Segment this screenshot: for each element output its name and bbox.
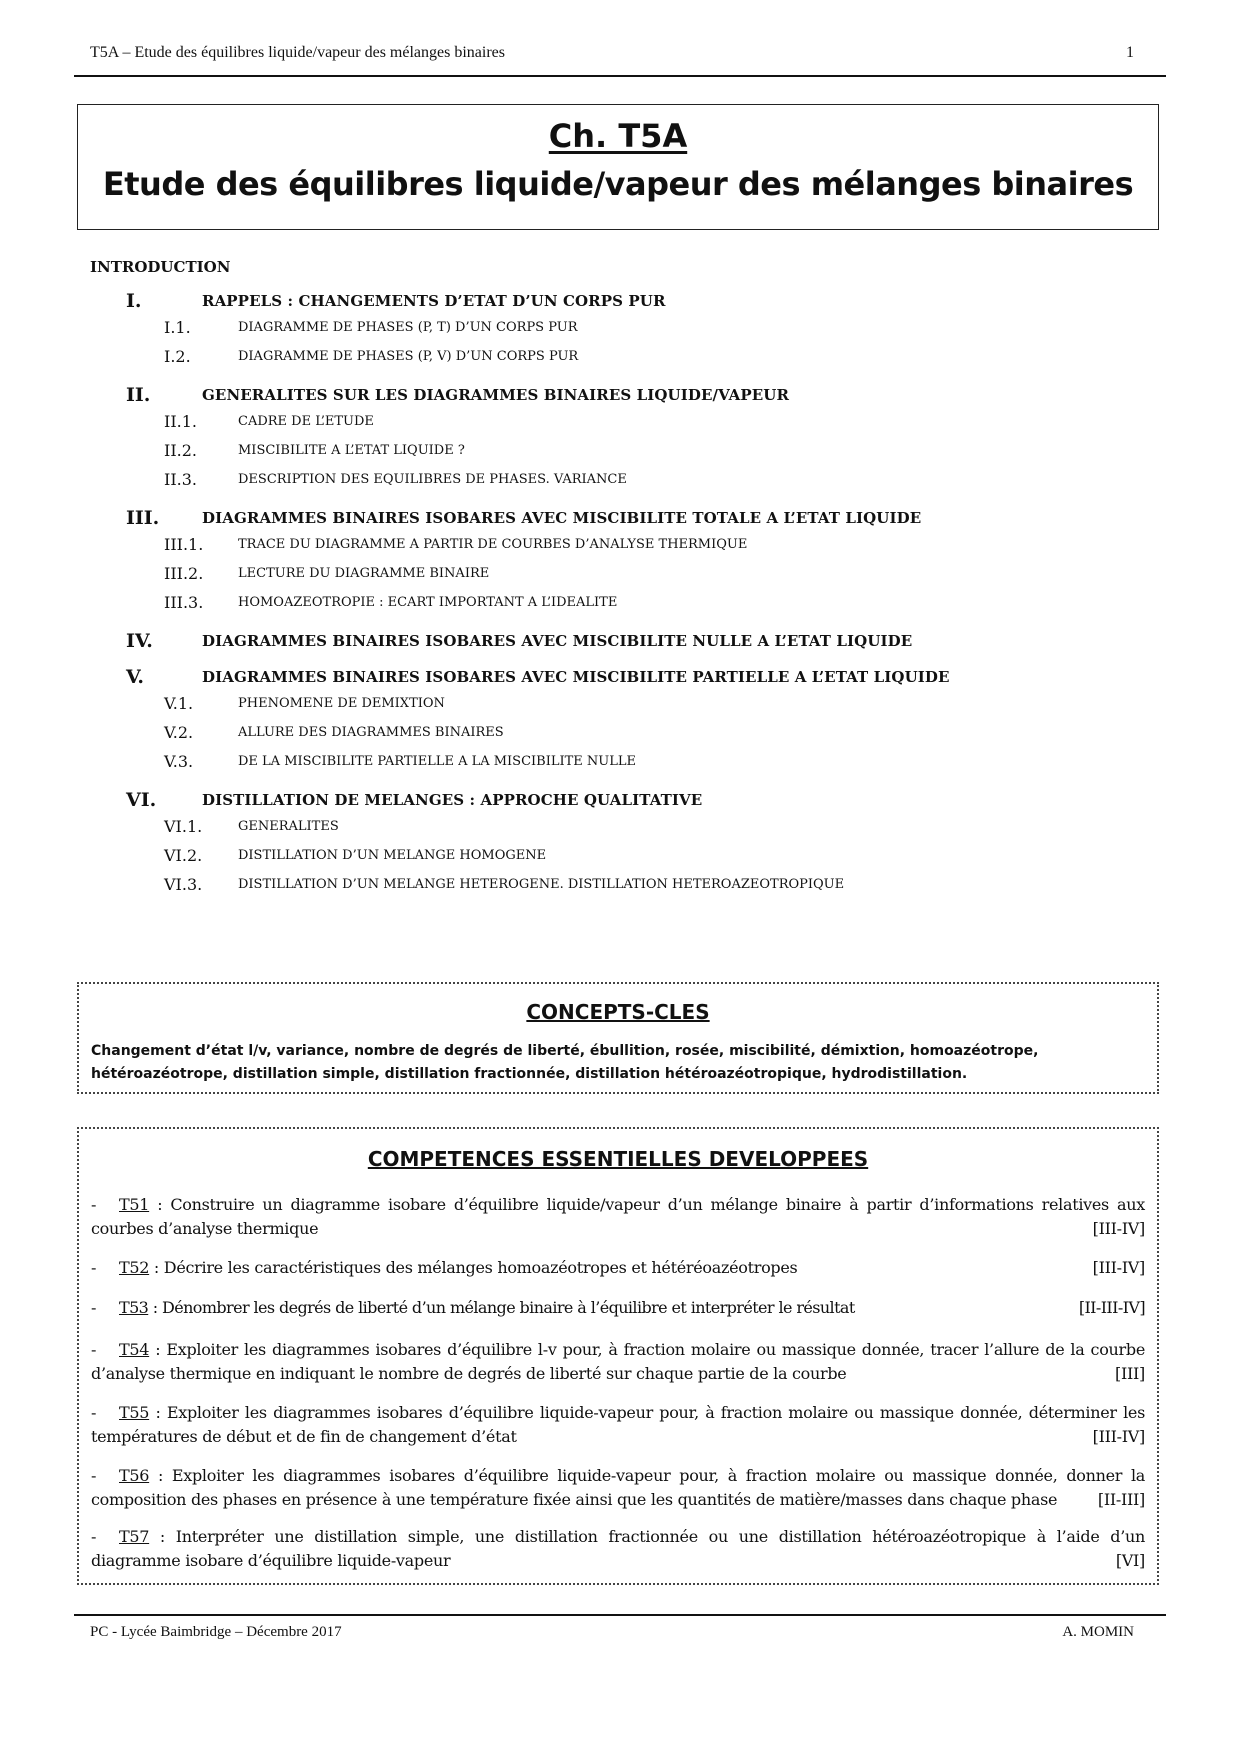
competence-text: : Dénombrer les degrés de liberté d’un mélange binaire à l’équilibre et interpréter le résultat: [148, 1298, 855, 1317]
toc-item-title: DIAGRAMME DE PHASES (P, T) D’UN CORPS PUR: [238, 320, 578, 335]
competence-ref: [II-III-IV]: [1071, 1296, 1145, 1320]
toc-item-number: II.3.: [164, 470, 197, 489]
toc-item-title: GENERALITES: [238, 819, 339, 834]
competence-text: : Exploiter les diagrammes isobares d’équilibre l-v pour, à fraction molaire ou massique donnée, tracer l’allure de la courbe d’analyse thermique en indiquant le nombre de degrés de liberté sur chaque partie de la courbe: [91, 1340, 1145, 1383]
competence-text: : Décrire les caractéristiques des mélanges homoazéotropes et hétéréoazéotropes: [149, 1258, 798, 1277]
competence-code: T54: [119, 1340, 150, 1359]
competence-ref: [VI]: [1108, 1549, 1145, 1573]
header-title: T5A – Etude des équilibres liquide/vapeur des mélanges binaires: [90, 44, 505, 61]
toc-item-number: VI.2.: [164, 846, 203, 865]
header-rule: [74, 75, 1166, 77]
toc-section-title: DIAGRAMMES BINAIRES ISOBARES AVEC MISCIBILITE PARTIELLE A L’ETAT LIQUIDE: [202, 668, 950, 686]
toc-item-title: DE LA MISCIBILITE PARTIELLE A LA MISCIBILITE NULLE: [238, 754, 637, 769]
toc-section-number: V.: [126, 666, 145, 688]
toc-item: [90, 813, 1150, 842]
table-of-contents: [90, 258, 1150, 900]
competence-code: T53: [119, 1298, 149, 1317]
toc-item: [90, 466, 1150, 495]
toc-item-title: DESCRIPTION DES EQUILIBRES DE PHASES. VARIANCE: [238, 472, 627, 487]
concepts-box: [77, 982, 1159, 1094]
toc-item: [90, 871, 1150, 900]
toc-section: [90, 290, 1150, 314]
toc-section: [90, 507, 1150, 531]
competences-heading: COMPETENCES ESSENTIELLES DEVELOPPEES: [367, 1147, 869, 1171]
toc-item: [90, 408, 1150, 437]
competence-code: T56: [119, 1466, 150, 1485]
toc-section-title: GENERALITES SUR LES DIAGRAMMES BINAIRES LIQUIDE/VAPEUR: [202, 386, 790, 404]
toc-section-title: DIAGRAMMES BINAIRES ISOBARES AVEC MISCIBILITE TOTALE A L’ETAT LIQUIDE: [202, 509, 922, 527]
competence-text: : Exploiter les diagrammes isobares d’équilibre liquide-vapeur pour, à fraction molaire ou massique donnée, donner la composition des phases en présence à une température fixée ainsi que les quantités de matière/masses dans chaque phase: [91, 1466, 1145, 1509]
competence-ref: [III-IV]: [1085, 1425, 1145, 1449]
toc-item-number: VI.3.: [164, 875, 203, 894]
competence-item: - T53 : Dénombrer les degrés de liberté d’un mélange binaire à l’équilibre et interpréter le résultat [II-III-IV]: [91, 1296, 1145, 1320]
toc-section-title: DISTILLATION DE MELANGES : APPROCHE QUALITATIVE: [202, 791, 703, 809]
competence-item: - T57 : Interpréter une distillation simple, une distillation fractionnée ou une distillation hétéroazéotropique à l’aide d’un diagramme isobare d’équilibre liquide-vapeur [VI]: [91, 1525, 1145, 1573]
toc-item: [90, 748, 1150, 777]
toc-item-number: III.2.: [164, 564, 204, 583]
toc-item-number: III.3.: [164, 593, 204, 612]
toc-item-number: I.2.: [164, 347, 191, 366]
competence-ref: [III-IV]: [1085, 1217, 1145, 1241]
toc-item-number: V.2.: [164, 723, 194, 742]
competence-item: - T56 : Exploiter les diagrammes isobares d’équilibre liquide-vapeur pour, à fraction molaire ou massique donnée, donner la composition des phases en présence à une température fixée ainsi que les quantités de matière/masses dans chaque phase [II-III]: [91, 1464, 1145, 1512]
competence-ref: [III]: [1107, 1362, 1145, 1386]
toc-item-number: V.3.: [164, 752, 194, 771]
toc-item-number: III.1.: [164, 535, 204, 554]
competence-item: - T54 : Exploiter les diagrammes isobares d’équilibre l-v pour, à fraction molaire ou massique donnée, tracer l’allure de la courbe d’analyse thermique en indiquant le nombre de degrés de liberté sur chaque partie de la courbe [III]: [91, 1338, 1145, 1386]
toc-item-title: PHENOMENE DE DEMIXTION: [238, 696, 445, 711]
toc-item-title: MISCIBILITE A L’ETAT LIQUIDE ?: [238, 443, 465, 458]
toc-section: [90, 666, 1150, 690]
toc-item-title: LECTURE DU DIAGRAMME BINAIRE: [238, 566, 490, 581]
competences-box: [77, 1127, 1159, 1585]
competence-item: - T51 : Construire un diagramme isobare d’équilibre liquide/vapeur d’un mélange binaire à partir d’informations relatives aux courbes d’analyse thermique [III-IV]: [91, 1193, 1145, 1241]
toc-section: [90, 384, 1150, 408]
footer-author: A. MOMIN: [1062, 1624, 1134, 1640]
chapter-title: Etude des équilibres liquide/vapeur des mélanges binaires: [102, 165, 1134, 203]
page-number: 1: [1126, 44, 1134, 61]
toc-section-title: DIAGRAMMES BINAIRES ISOBARES AVEC MISCIBILITE NULLE A L’ETAT LIQUIDE: [202, 632, 913, 650]
toc-item-title: CADRE DE L’ETUDE: [238, 414, 374, 429]
competence-text: : Interpréter une distillation simple, une distillation fractionnée ou une distillation hétéroazéotropique à l’aide d’un diagramme isobare d’équilibre liquide-vapeur: [91, 1527, 1145, 1570]
competence-code: T57: [119, 1527, 150, 1546]
toc-item: [90, 719, 1150, 748]
toc-item-title: TRACE DU DIAGRAMME A PARTIR DE COURBES D’ANALYSE THERMIQUE: [238, 537, 748, 552]
competence-text: : Exploiter les diagrammes isobares d’équilibre liquide-vapeur pour, à fraction molaire ou massique donnée, déterminer les températures de début et de fin de changement d’état: [91, 1403, 1145, 1446]
competence-text: : Construire un diagramme isobare d’équilibre liquide/vapeur d’un mélange binaire à partir d’informations relatives aux courbes d’analyse thermique: [91, 1195, 1145, 1238]
toc-item: [90, 437, 1150, 466]
toc-item: [90, 690, 1150, 719]
toc-section-number: I.: [126, 290, 142, 312]
competence-item: - T55 : Exploiter les diagrammes isobares d’équilibre liquide-vapeur pour, à fraction molaire ou massique donnée, déterminer les températures de début et de fin de changement d’état [III-IV]: [91, 1401, 1145, 1449]
toc-item: [90, 842, 1150, 871]
toc-item-number: I.1.: [164, 318, 191, 337]
toc-item: [90, 343, 1150, 372]
toc-item-title: DISTILLATION D’UN MELANGE HETEROGENE. DISTILLATION HETEROAZEOTROPIQUE: [238, 877, 845, 892]
toc-section-number: VI.: [126, 789, 157, 811]
toc-item: [90, 560, 1150, 589]
toc-item-title: DIAGRAMME DE PHASES (P, V) D’UN CORPS PUR: [238, 349, 579, 364]
footer-rule: [74, 1614, 1166, 1616]
toc-item: [90, 531, 1150, 560]
toc-item-number: VI.1.: [164, 817, 203, 836]
toc-item-title: ALLURE DES DIAGRAMMES BINAIRES: [238, 725, 504, 740]
toc-item-title: HOMOAZEOTROPIE : ECART IMPORTANT A L’IDEALITE: [238, 595, 618, 610]
competence-code: T55: [119, 1403, 150, 1422]
toc-item: [90, 589, 1150, 618]
running-header: [90, 44, 1134, 74]
competence-ref: [II-III]: [1090, 1488, 1145, 1512]
toc-item: [90, 314, 1150, 343]
toc-item-title: DISTILLATION D’UN MELANGE HOMOGENE: [238, 848, 547, 863]
toc-section: [90, 789, 1150, 813]
toc-section-number: IV.: [126, 630, 153, 652]
competence-code: T51: [119, 1195, 150, 1214]
toc-section: [90, 630, 1150, 654]
toc-item-number: V.1.: [164, 694, 194, 713]
toc-item-number: II.2.: [164, 441, 197, 460]
concepts-text: Changement d’état l/v, variance, nombre de degrés de liberté, ébullition, rosée, miscibilité, démixtion, homoazéotrope, hétéroazéotrope, distillation simple, distillation fractionnée, distillation hétéroazéotropique, hydrodistillation.: [91, 1043, 1039, 1082]
title-box: [77, 104, 1159, 230]
footer-left: PC - Lycée Baimbridge – Décembre 2017: [90, 1624, 342, 1640]
concepts-heading: CONCEPTS-CLES: [526, 1000, 710, 1024]
chapter-label: Ch. T5A: [548, 117, 688, 155]
toc-item-number: II.1.: [164, 412, 197, 431]
competence-ref: [III-IV]: [1085, 1256, 1145, 1280]
toc-section-number: III.: [126, 507, 160, 529]
toc-introduction: INTRODUCTION: [90, 258, 231, 276]
competence-code: T52: [119, 1258, 150, 1277]
competence-item: - T52 : Décrire les caractéristiques des mélanges homoazéotropes et hétéréoazéotropes [III-IV]: [91, 1256, 1145, 1280]
toc-section-number: II.: [126, 384, 151, 406]
toc-section-title: RAPPELS : CHANGEMENTS D’ETAT D’UN CORPS PUR: [202, 292, 666, 310]
